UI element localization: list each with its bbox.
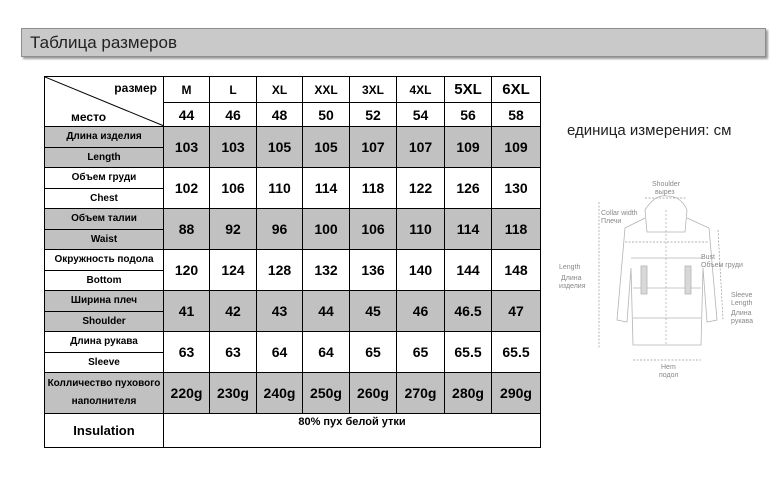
value-cell: 42 [210, 291, 257, 332]
value-cell: 106 [210, 168, 257, 209]
value-cell: 290g [492, 373, 541, 414]
value-cell: 107 [397, 127, 445, 168]
diagram-shoulder-en: Shoulder [652, 181, 681, 188]
size-cell: M [164, 77, 210, 103]
diagram-length-ru2: изделия [559, 283, 586, 290]
row-label [45, 209, 164, 250]
value-cell: 140 [397, 250, 445, 291]
value-cell: 103 [210, 127, 257, 168]
value-cell: 120 [164, 250, 210, 291]
title-bar [21, 28, 766, 57]
row-label-en: Chest [90, 192, 118, 204]
value-cell: 136 [350, 250, 397, 291]
value-cell: 240g [257, 373, 303, 414]
value-cell: 110 [397, 209, 445, 250]
row-label: Insulation [45, 414, 164, 448]
value-cell: 114 [303, 168, 350, 209]
value-cell: 65 [397, 332, 445, 373]
place-cell: 58 [492, 103, 541, 127]
diagram-bust-en: Bust [701, 254, 716, 261]
corner-size-label: размер [114, 81, 157, 95]
value-cell: 47 [492, 291, 541, 332]
value-cell: 109 [445, 127, 492, 168]
value-cell: 280g [445, 373, 492, 414]
row-label [45, 250, 164, 291]
row-label [45, 127, 164, 168]
row-label [45, 168, 164, 209]
table-row [45, 414, 541, 448]
diagram-collar-ru: Плечи [601, 218, 622, 225]
value-cell: 260g [350, 373, 397, 414]
value-cell: 63 [164, 332, 210, 373]
value-cell: 88 [164, 209, 210, 250]
value-cell: 124 [210, 250, 257, 291]
diagram-hem-en: Hem [661, 364, 676, 371]
place-cell: 46 [210, 103, 257, 127]
place-cell: 48 [257, 103, 303, 127]
table-row [45, 332, 541, 373]
value-cell: 109 [492, 127, 541, 168]
size-cell: XXL [303, 77, 350, 103]
place-cell: 54 [397, 103, 445, 127]
table-row [45, 250, 541, 291]
insulation-value: 80% пух белой утки [164, 414, 541, 448]
value-cell: 132 [303, 250, 350, 291]
row-label [45, 291, 164, 332]
row-label-ru: Длина изделия [45, 127, 163, 148]
table-row [45, 209, 541, 250]
jacket-measurement-diagram [555, 170, 783, 385]
corner-place-label: место [71, 110, 107, 124]
row-label-ru: Длина рукава [45, 332, 163, 353]
value-cell: 43 [257, 291, 303, 332]
value-cell: 96 [257, 209, 303, 250]
diagram-sleeve-ru2: рукава [731, 318, 753, 325]
value-cell: 103 [164, 127, 210, 168]
row-label-en: Waist [90, 233, 118, 245]
diagram-collar-en: Collar width [601, 210, 638, 217]
value-cell: 105 [257, 127, 303, 168]
value-cell: 114 [445, 209, 492, 250]
value-cell: 65 [350, 332, 397, 373]
value-cell: 64 [303, 332, 350, 373]
value-cell: 44 [303, 291, 350, 332]
value-cell: 100 [303, 209, 350, 250]
place-cell: 44 [164, 103, 210, 127]
row-label-en: Bottom [86, 274, 122, 286]
unit-note: единица измерения: см [567, 122, 732, 139]
diagram-length-en: Length [559, 264, 581, 271]
value-cell: 65.5 [492, 332, 541, 373]
corner-cell [45, 77, 164, 127]
size-cell: 3XL [350, 77, 397, 103]
value-cell: 122 [397, 168, 445, 209]
value-cell: 118 [350, 168, 397, 209]
diagram-hem-ru: подол [659, 372, 679, 379]
value-cell: 63 [210, 332, 257, 373]
size-header-row [45, 77, 541, 103]
value-cell: 92 [210, 209, 257, 250]
row-label [45, 332, 164, 373]
place-cell: 52 [350, 103, 397, 127]
row-label-ru: Окружность подола [45, 250, 163, 271]
diagram-sleeve-en2: Length [731, 300, 753, 307]
value-cell: 230g [210, 373, 257, 414]
value-cell: 46 [397, 291, 445, 332]
table-row [45, 291, 541, 332]
size-table [44, 76, 541, 448]
size-cell: XL [257, 77, 303, 103]
value-cell: 65.5 [445, 332, 492, 373]
value-cell: 45 [350, 291, 397, 332]
table-row [45, 373, 541, 414]
value-cell: 130 [492, 168, 541, 209]
diagram-sleeve-en1: Sleeve [731, 292, 753, 299]
value-cell: 126 [445, 168, 492, 209]
size-cell: L [210, 77, 257, 103]
size-cell: 5XL [445, 77, 492, 103]
table-row [45, 168, 541, 209]
row-label: Колличество пухового наполнителя [45, 373, 164, 414]
diagram-bust-ru: Объем груди [701, 262, 743, 269]
value-cell: 250g [303, 373, 350, 414]
row-label-ru: Объем груди [45, 168, 163, 189]
size-cell: 6XL [492, 77, 541, 103]
value-cell: 41 [164, 291, 210, 332]
value-cell: 107 [350, 127, 397, 168]
value-cell: 46.5 [445, 291, 492, 332]
row-label-en: Length [87, 151, 121, 163]
value-cell: 148 [492, 250, 541, 291]
row-label-en: Shoulder [82, 315, 126, 327]
value-cell: 144 [445, 250, 492, 291]
place-cell: 56 [445, 103, 492, 127]
row-label-en: Sleeve [88, 356, 120, 368]
value-cell: 64 [257, 332, 303, 373]
value-cell: 105 [303, 127, 350, 168]
table-row [45, 127, 541, 168]
value-cell: 128 [257, 250, 303, 291]
row-label-ru: Ширина плеч [45, 291, 163, 312]
place-cell: 50 [303, 103, 350, 127]
diagram-length-ru1: Длина [561, 275, 582, 282]
value-cell: 106 [350, 209, 397, 250]
value-cell: 110 [257, 168, 303, 209]
row-label-ru: Объем талии [45, 209, 163, 230]
page-title: Таблица размеров [30, 33, 177, 52]
diagram-sleeve-ru1: Длина [731, 310, 752, 317]
value-cell: 102 [164, 168, 210, 209]
value-cell: 118 [492, 209, 541, 250]
size-cell: 4XL [397, 77, 445, 103]
value-cell: 270g [397, 373, 445, 414]
value-cell: 220g [164, 373, 210, 414]
diagram-shoulder-ru: вырез [655, 189, 675, 196]
